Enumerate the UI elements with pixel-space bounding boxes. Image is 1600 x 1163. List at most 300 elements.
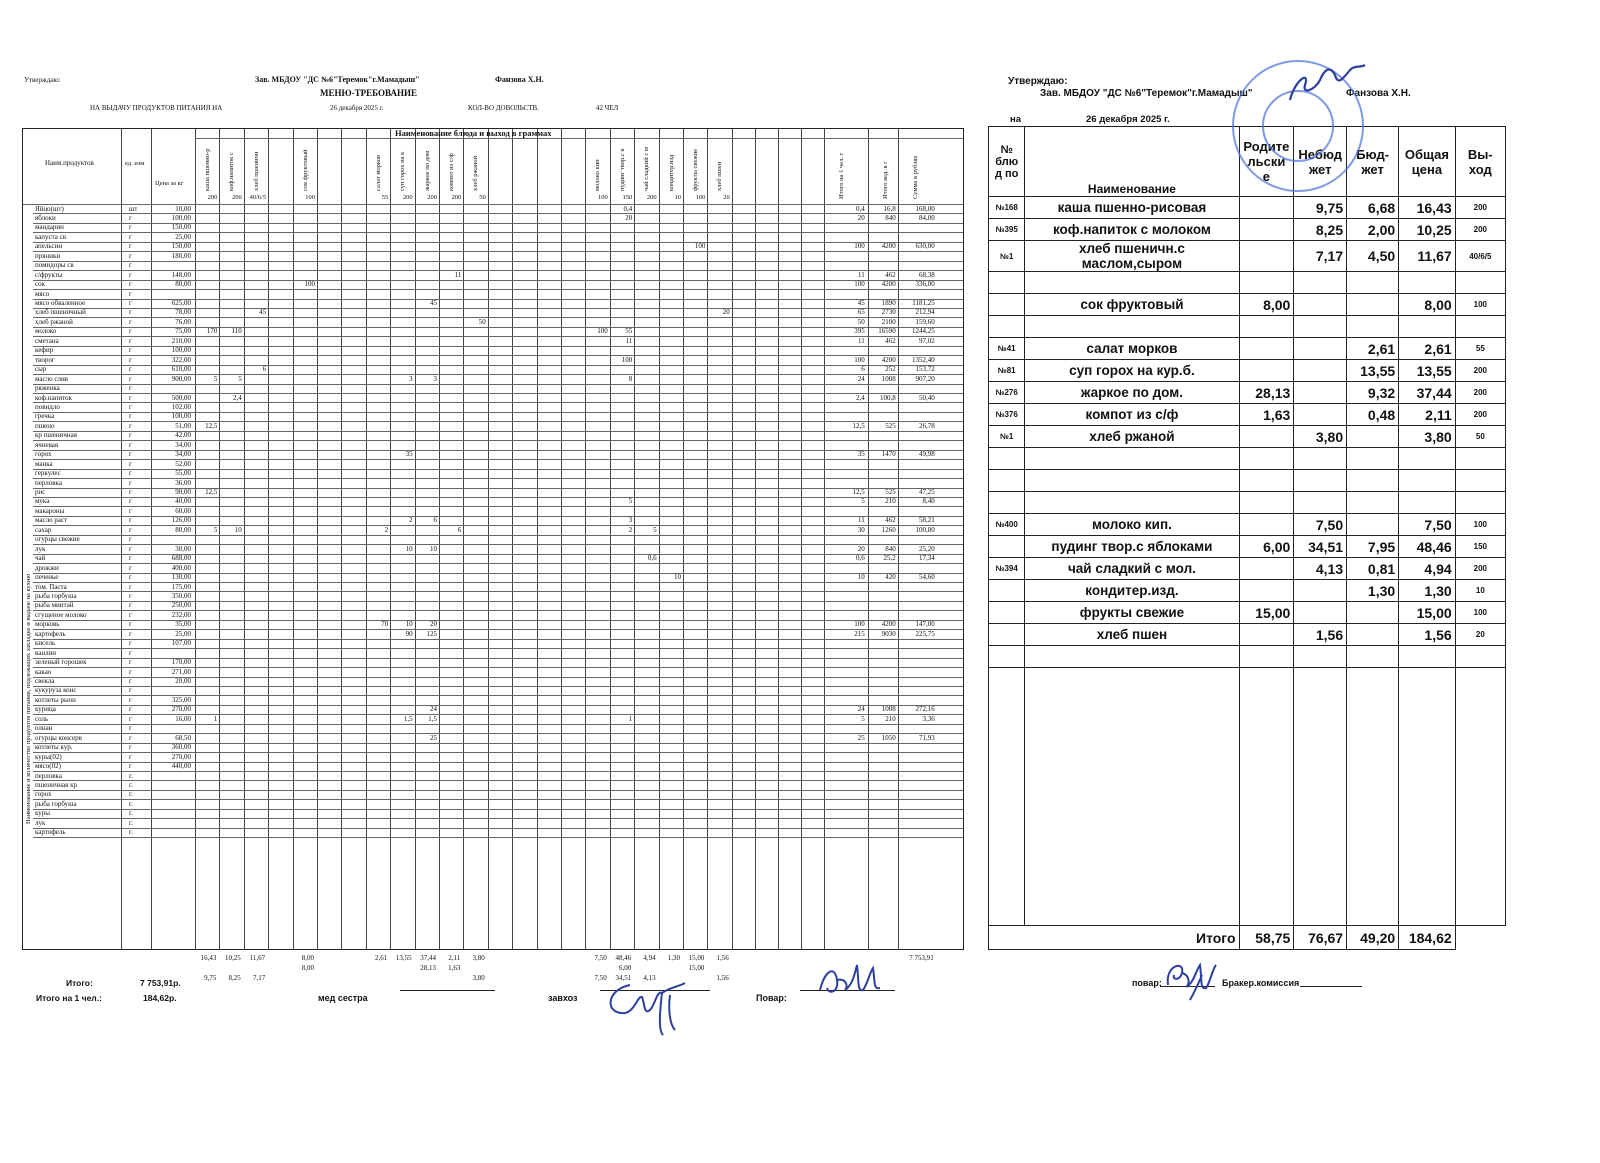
- nonbudget-price: 7,17: [1294, 241, 1347, 272]
- product-unit: г: [129, 752, 132, 761]
- dish-output: 100: [1455, 602, 1505, 624]
- product-price: 150,00: [171, 223, 191, 232]
- product-unit: г.: [129, 771, 133, 780]
- product-quantity: 110: [231, 327, 242, 336]
- dish-output: 40/6/5: [1455, 241, 1505, 272]
- row-per-person: 65: [857, 308, 865, 317]
- row-per-person: 45: [857, 299, 865, 307]
- product-unit: г: [129, 639, 132, 648]
- dish-sum-value: 1,56: [716, 954, 729, 962]
- total-price: 4,94: [1399, 558, 1455, 580]
- product-quantity: 45: [259, 308, 267, 317]
- product-quantity: 20: [722, 308, 730, 317]
- product-price: 210,00: [171, 336, 191, 345]
- parental-price: [1239, 360, 1294, 382]
- product-unit: г: [129, 450, 132, 459]
- product-unit: г: [129, 478, 132, 487]
- row-total-sum: 212,94: [915, 308, 935, 317]
- dish-number: [989, 470, 1025, 492]
- row-total-weight: 2730: [881, 308, 896, 317]
- dish-number: №168: [989, 197, 1025, 219]
- product-quantity: 0,4: [623, 204, 633, 213]
- nonbudget-price: 3,80: [1294, 426, 1347, 448]
- dish-output: 20: [1455, 624, 1505, 646]
- product-quantity: 8: [628, 374, 633, 383]
- row-total-weight: 16,8: [883, 204, 896, 213]
- product-unit: г: [129, 601, 132, 610]
- row-per-person: 20: [857, 544, 865, 553]
- product-price: 688,00: [171, 554, 191, 563]
- product-unit: г: [129, 488, 132, 496]
- product-unit: г: [129, 629, 132, 638]
- product-quantity: 1,5: [403, 714, 413, 723]
- dish-column-header: кондитер.изд: [667, 154, 675, 191]
- product-name: ряженка: [35, 384, 60, 393]
- budget-price: 7,95: [1347, 536, 1399, 558]
- product-unit: г: [129, 327, 132, 336]
- product-quantity: 5: [653, 525, 657, 534]
- product-unit: г: [129, 525, 132, 534]
- product-name: кукуруза конс: [35, 686, 77, 695]
- row-per-person: 35: [857, 450, 865, 459]
- dish-number: №276: [989, 382, 1025, 404]
- product-unit: г: [129, 733, 132, 742]
- dish-name: суп горох на кур.б.: [1025, 360, 1239, 382]
- dish-output: 200: [1455, 197, 1505, 219]
- product-name: масло слив: [35, 374, 68, 383]
- product-quantity: 50: [478, 317, 486, 326]
- dish-output-value: 50: [479, 194, 486, 201]
- product-price: 16,00: [175, 714, 191, 723]
- row-total-sum: 3,36: [922, 714, 935, 723]
- row-per-person: 5: [861, 497, 865, 506]
- dish-column-header: салат морков: [374, 154, 382, 191]
- row-per-person: 100: [854, 242, 865, 251]
- product-name: с/фрукты: [35, 270, 63, 279]
- dish-number: №395: [989, 219, 1025, 241]
- nonbudget-price: [1294, 646, 1347, 668]
- total-price: 15,00: [1399, 602, 1455, 624]
- dish-column-header: коф.напиток с: [228, 152, 236, 191]
- dish-sum-value: 7,50: [594, 954, 607, 962]
- product-price: 170,00: [171, 658, 191, 667]
- nurse-signature-line: [400, 990, 495, 991]
- dish-output: [1455, 492, 1505, 514]
- dish-output: [1455, 316, 1505, 338]
- product-unit: г.: [129, 790, 133, 799]
- product-unit: шт: [129, 204, 138, 213]
- product-unit: г: [129, 724, 132, 733]
- table-row-divider: [33, 828, 963, 829]
- product-price: 150,00: [171, 242, 191, 251]
- product-unit: г: [129, 223, 132, 232]
- product-unit: г.: [129, 818, 133, 827]
- product-name: олнан: [35, 724, 53, 733]
- dish-number: №81: [989, 360, 1025, 382]
- blank-cell: [1455, 668, 1505, 926]
- dish-number: [989, 448, 1025, 470]
- product-unit: г: [129, 714, 132, 723]
- product-name: соль: [35, 714, 49, 723]
- row-total-weight: 462: [885, 516, 896, 525]
- header-dish-no: № блю д по: [989, 127, 1025, 197]
- product-quantity: 1: [213, 714, 218, 723]
- product-unit: г: [129, 469, 132, 478]
- product-unit: г: [129, 516, 132, 525]
- product-price: 440,00: [171, 762, 191, 771]
- budget-price: 4,50: [1347, 241, 1399, 272]
- product-quantity: 0,6: [647, 554, 657, 563]
- nonbudget-price: [1294, 404, 1347, 426]
- nonbudget-price: [1294, 338, 1347, 360]
- product-unit: г.: [129, 799, 133, 808]
- product-name: макароны: [35, 506, 65, 515]
- row-per-person: 20: [857, 213, 865, 222]
- row-total-sum: 272,16: [915, 705, 935, 714]
- dish-name: фрукты свежие: [1025, 602, 1239, 624]
- product-name: перловка: [35, 771, 62, 780]
- parental-price: [1239, 197, 1294, 219]
- product-name: Яйцо(шт): [35, 204, 64, 213]
- product-name: коф.напиток: [35, 393, 72, 402]
- nonbudget-price: [1294, 316, 1347, 338]
- row-total-weight: 4200: [881, 355, 896, 364]
- menu-row: [989, 536, 1506, 558]
- count-label: КОЛ-ВО ДОВОЛЬСТВ.: [468, 104, 539, 112]
- product-price: 322,00: [171, 355, 191, 364]
- product-name: лук: [35, 544, 46, 553]
- product-name: хлеб ржаной: [35, 317, 73, 326]
- product-quantity: 10: [673, 573, 681, 582]
- product-name: молоко: [35, 327, 57, 336]
- menu-row: [989, 404, 1506, 426]
- product-name: сгущеное молоко: [35, 610, 87, 619]
- total-price: 1,56: [1399, 624, 1455, 646]
- menu-row: [989, 514, 1506, 536]
- left-position: Зав. МБДОУ "ДС №6"Теремок"г.Мамадыш": [255, 75, 420, 84]
- row-per-person: 5: [861, 714, 865, 723]
- nonbudget-price: [1294, 580, 1347, 602]
- product-price: 60,00: [175, 506, 191, 515]
- dish-output: [1455, 448, 1505, 470]
- product-quantity: 10: [429, 544, 437, 553]
- product-requirement-table: [22, 128, 964, 950]
- product-name: мясо: [35, 289, 50, 298]
- product-unit: г: [129, 440, 132, 449]
- total-price: 2,61: [1399, 338, 1455, 360]
- dish-sum-value: 1,56: [716, 974, 729, 982]
- product-unit: г: [129, 365, 132, 374]
- dish-output-value: 20: [723, 194, 730, 201]
- menu-row: [989, 197, 1506, 219]
- right-date: 26 декабря 2025 г.: [1086, 114, 1170, 125]
- dish-output: 200: [1455, 558, 1505, 580]
- dish-column-header: фрукты свежие: [692, 148, 699, 191]
- row-per-person: 395: [854, 327, 865, 336]
- total-price: [1399, 470, 1455, 492]
- dish-sum-value: 9,75: [204, 974, 217, 982]
- nonbudget-price: [1294, 448, 1347, 470]
- dish-number: №1: [989, 241, 1025, 272]
- product-name: яблоки: [35, 213, 56, 222]
- dish-name: [1025, 448, 1239, 470]
- dish-sum-value: 1,63: [448, 964, 461, 972]
- dish-name: пудинг твор.с яблоками: [1025, 536, 1239, 558]
- total-price: 3,80: [1399, 426, 1455, 448]
- total-column-header: Итого вед. в г: [881, 161, 889, 199]
- row-per-person: 12,5: [852, 421, 865, 430]
- product-quantity: 70: [381, 620, 389, 629]
- product-price: 102,00: [171, 402, 191, 411]
- dish-column-header: хлеб ржаной: [472, 155, 480, 191]
- menu-row: [989, 294, 1506, 316]
- total-all: 184,62: [1399, 926, 1455, 950]
- header-price: Цена за кг: [155, 180, 184, 187]
- product-name: кефир: [35, 346, 54, 355]
- table-row-divider: [33, 535, 963, 536]
- parental-price: [1239, 219, 1294, 241]
- product-unit: г: [129, 610, 132, 619]
- row-total-sum: 1244,25: [912, 327, 935, 336]
- dish-number: №41: [989, 338, 1025, 360]
- product-name: лук: [35, 818, 46, 827]
- menu-row: [989, 624, 1506, 646]
- nonbudget-price: 9,75: [1294, 197, 1347, 219]
- dish-sum-value: 8,00: [301, 954, 314, 962]
- nonbudget-price: [1294, 470, 1347, 492]
- row-total-sum: 168,00: [915, 204, 935, 213]
- product-quantity: 170: [206, 327, 218, 336]
- product-price: 80,00: [175, 280, 191, 289]
- product-name: куры: [35, 809, 51, 818]
- row-per-person: 25: [857, 733, 865, 742]
- nonbudget-price: [1294, 294, 1347, 316]
- row-per-person: 12,5: [852, 488, 865, 496]
- product-price: 30,00: [175, 544, 191, 553]
- dish-output-value: 55: [381, 194, 389, 201]
- product-name: мясо(02): [35, 762, 61, 771]
- product-name: пряники: [35, 251, 61, 260]
- dish-name: компот из с/ф: [1025, 404, 1239, 426]
- parental-price: [1239, 470, 1294, 492]
- dish-output: 200: [1455, 360, 1505, 382]
- product-unit: г: [129, 431, 132, 440]
- menu-row: [989, 338, 1506, 360]
- budget-price: 9,32: [1347, 382, 1399, 404]
- dish-column-header: компот из с/ф: [448, 153, 455, 191]
- product-price: 25,00: [175, 232, 191, 241]
- product-price: 270,00: [171, 705, 191, 714]
- budget-price: 0,81: [1347, 558, 1399, 580]
- row-total-weight: 840: [885, 544, 896, 553]
- product-unit: г: [129, 299, 132, 307]
- product-price: 250,00: [171, 601, 191, 610]
- product-unit: г: [129, 280, 132, 289]
- product-price: 271,00: [171, 667, 191, 676]
- product-name: рыба горбуша: [35, 591, 77, 600]
- total-price: [1399, 448, 1455, 470]
- row-per-person: 11: [858, 336, 865, 345]
- budget-price: [1347, 272, 1399, 294]
- total-price: [1399, 646, 1455, 668]
- product-unit: г: [129, 563, 132, 572]
- product-quantity: 45: [429, 299, 437, 307]
- product-quantity: 3: [628, 516, 633, 525]
- product-price: 36,00: [175, 478, 191, 487]
- dish-output: 200: [1455, 404, 1505, 426]
- parental-price: 6,00: [1239, 536, 1294, 558]
- row-total-sum: 100,80: [915, 525, 935, 534]
- row-total-sum: 630,00: [915, 242, 935, 251]
- issue-label: НА ВЫДАЧУ ПРОДУКТОВ ПИТАНИЯ НА: [90, 104, 223, 112]
- product-price: 80,00: [175, 525, 191, 534]
- product-quantity: 11: [625, 336, 633, 345]
- product-price: 360,00: [171, 743, 191, 752]
- table-row-divider: [33, 809, 963, 810]
- total-column-header: Итого на 1 чел. г: [837, 152, 845, 199]
- total-price: 7,50: [1399, 514, 1455, 536]
- header-unit: ед. изм: [125, 160, 145, 167]
- row-total-sum: 159,60: [915, 317, 935, 326]
- parental-price: 28,13: [1239, 382, 1294, 404]
- dish-column-header: каша пшенно-р: [204, 148, 211, 191]
- row-total-sum: 97,02: [919, 336, 935, 345]
- table-row-divider: [33, 837, 963, 838]
- dish-output: 150: [1455, 536, 1505, 558]
- dish-name: каша пшенно-рисовая: [1025, 197, 1239, 219]
- product-name: какао: [35, 667, 52, 676]
- header-name: Наименование: [1025, 127, 1239, 197]
- product-price: 100,00: [171, 412, 191, 421]
- issue-date: 26 декабря 2025 г.: [330, 104, 384, 112]
- footer-per-person-value: 184,62р.: [143, 993, 177, 1003]
- dish-output: [1455, 272, 1505, 294]
- commission-label: Бракер.комиссия: [1222, 978, 1300, 988]
- menu-row: [989, 426, 1506, 448]
- product-unit: г: [129, 261, 132, 270]
- product-unit: г: [129, 497, 132, 506]
- row-total-weight: 1008: [881, 374, 896, 383]
- dish-number: №394: [989, 558, 1025, 580]
- product-price: 76,00: [175, 317, 191, 326]
- dish-number: [989, 536, 1025, 558]
- product-quantity: 12,5: [205, 421, 218, 430]
- dish-number: [989, 646, 1025, 668]
- product-price: 34,00: [175, 450, 191, 459]
- table-row-divider: [33, 724, 963, 725]
- product-name: манка: [35, 459, 53, 468]
- dish-name: салат морков: [1025, 338, 1239, 360]
- dish-name: хлеб пшеничн.с маслом,сыром: [1025, 241, 1239, 272]
- product-price: 35,00: [175, 620, 191, 629]
- product-name: дрожжи: [35, 563, 59, 572]
- product-name: сахар: [35, 525, 52, 534]
- product-price: 75,00: [175, 327, 191, 336]
- dish-output: 50: [1455, 426, 1505, 448]
- product-quantity: 1: [628, 714, 633, 723]
- row-total-sum: 68,38: [919, 270, 935, 279]
- product-price: 34,00: [175, 440, 191, 449]
- parental-price: [1239, 448, 1294, 470]
- product-name: сметана: [35, 336, 59, 345]
- nonbudget-price: [1294, 272, 1347, 294]
- row-total-sum: 50,40: [919, 393, 935, 402]
- product-price: 900,00: [171, 374, 191, 383]
- dish-column-header: хлеб пшеничн: [252, 151, 260, 191]
- dish-sum-value: 28,13: [420, 964, 436, 972]
- product-price: 68,50: [175, 733, 191, 742]
- product-quantity: 5: [213, 525, 218, 534]
- dish-sum-value: 34,51: [615, 974, 632, 982]
- product-unit: г: [129, 251, 132, 260]
- product-name: рыба горбуша: [35, 799, 77, 808]
- menu-row: [989, 316, 1506, 338]
- dish-name: [1025, 470, 1239, 492]
- row-total-weight: 462: [885, 336, 896, 345]
- total-price: 16,43: [1399, 197, 1455, 219]
- product-unit: г: [129, 705, 132, 714]
- dish-sum-value: 8,25: [228, 974, 241, 982]
- blank-cell: [1294, 668, 1347, 926]
- product-unit: г: [129, 412, 132, 421]
- right-cook-label: повар:: [1132, 978, 1162, 988]
- dish-output: 200: [1455, 219, 1505, 241]
- dish-output-value: 200: [646, 194, 657, 201]
- dish-name: молоко кип.: [1025, 514, 1239, 536]
- row-total-sum: 49,98: [919, 450, 935, 459]
- row-per-person: 215: [854, 629, 865, 638]
- parental-price: [1239, 316, 1294, 338]
- parental-price: [1239, 272, 1294, 294]
- product-name: чай: [35, 554, 46, 563]
- row-total-weight: 1008: [881, 705, 896, 714]
- nurse-label: мед сестра: [318, 993, 368, 1003]
- product-quantity: 25: [429, 733, 437, 742]
- total-budget: 49,20: [1347, 926, 1399, 950]
- total-price: 11,67: [1399, 241, 1455, 272]
- row-total-weight: 4200: [881, 280, 896, 289]
- product-unit: г: [129, 677, 132, 685]
- menu-blank-area: [989, 668, 1506, 926]
- dish-sum-value: 7,17: [252, 974, 266, 982]
- dish-name: [1025, 272, 1239, 294]
- row-per-person: 100: [854, 620, 865, 629]
- product-unit: г: [129, 459, 132, 468]
- product-quantity: 5: [213, 374, 218, 383]
- product-price: 51,00: [175, 421, 191, 430]
- product-price: 350,00: [171, 591, 191, 600]
- row-per-person: 10: [857, 573, 865, 582]
- menu-total-row: [989, 926, 1506, 950]
- table-row-divider: [33, 799, 963, 800]
- total-price: 48,46: [1399, 536, 1455, 558]
- row-total-weight: 525: [885, 488, 896, 496]
- dish-number: [989, 602, 1025, 624]
- row-total-sum: 147,00: [915, 620, 935, 629]
- budget-price: 1,30: [1347, 580, 1399, 602]
- menu-row: [989, 492, 1506, 514]
- total-price: 2,11: [1399, 404, 1455, 426]
- menu-row: [989, 580, 1506, 602]
- row-per-person: 0,6: [856, 554, 865, 563]
- product-price: 270,00: [171, 752, 191, 761]
- dish-sum-value: 11,67: [249, 954, 266, 962]
- product-name: сок: [35, 280, 46, 289]
- dish-sum-value: 10,25: [225, 954, 241, 962]
- blank-cell: [1399, 668, 1455, 926]
- dish-output-value: 100: [305, 194, 315, 201]
- product-unit: г: [129, 346, 132, 355]
